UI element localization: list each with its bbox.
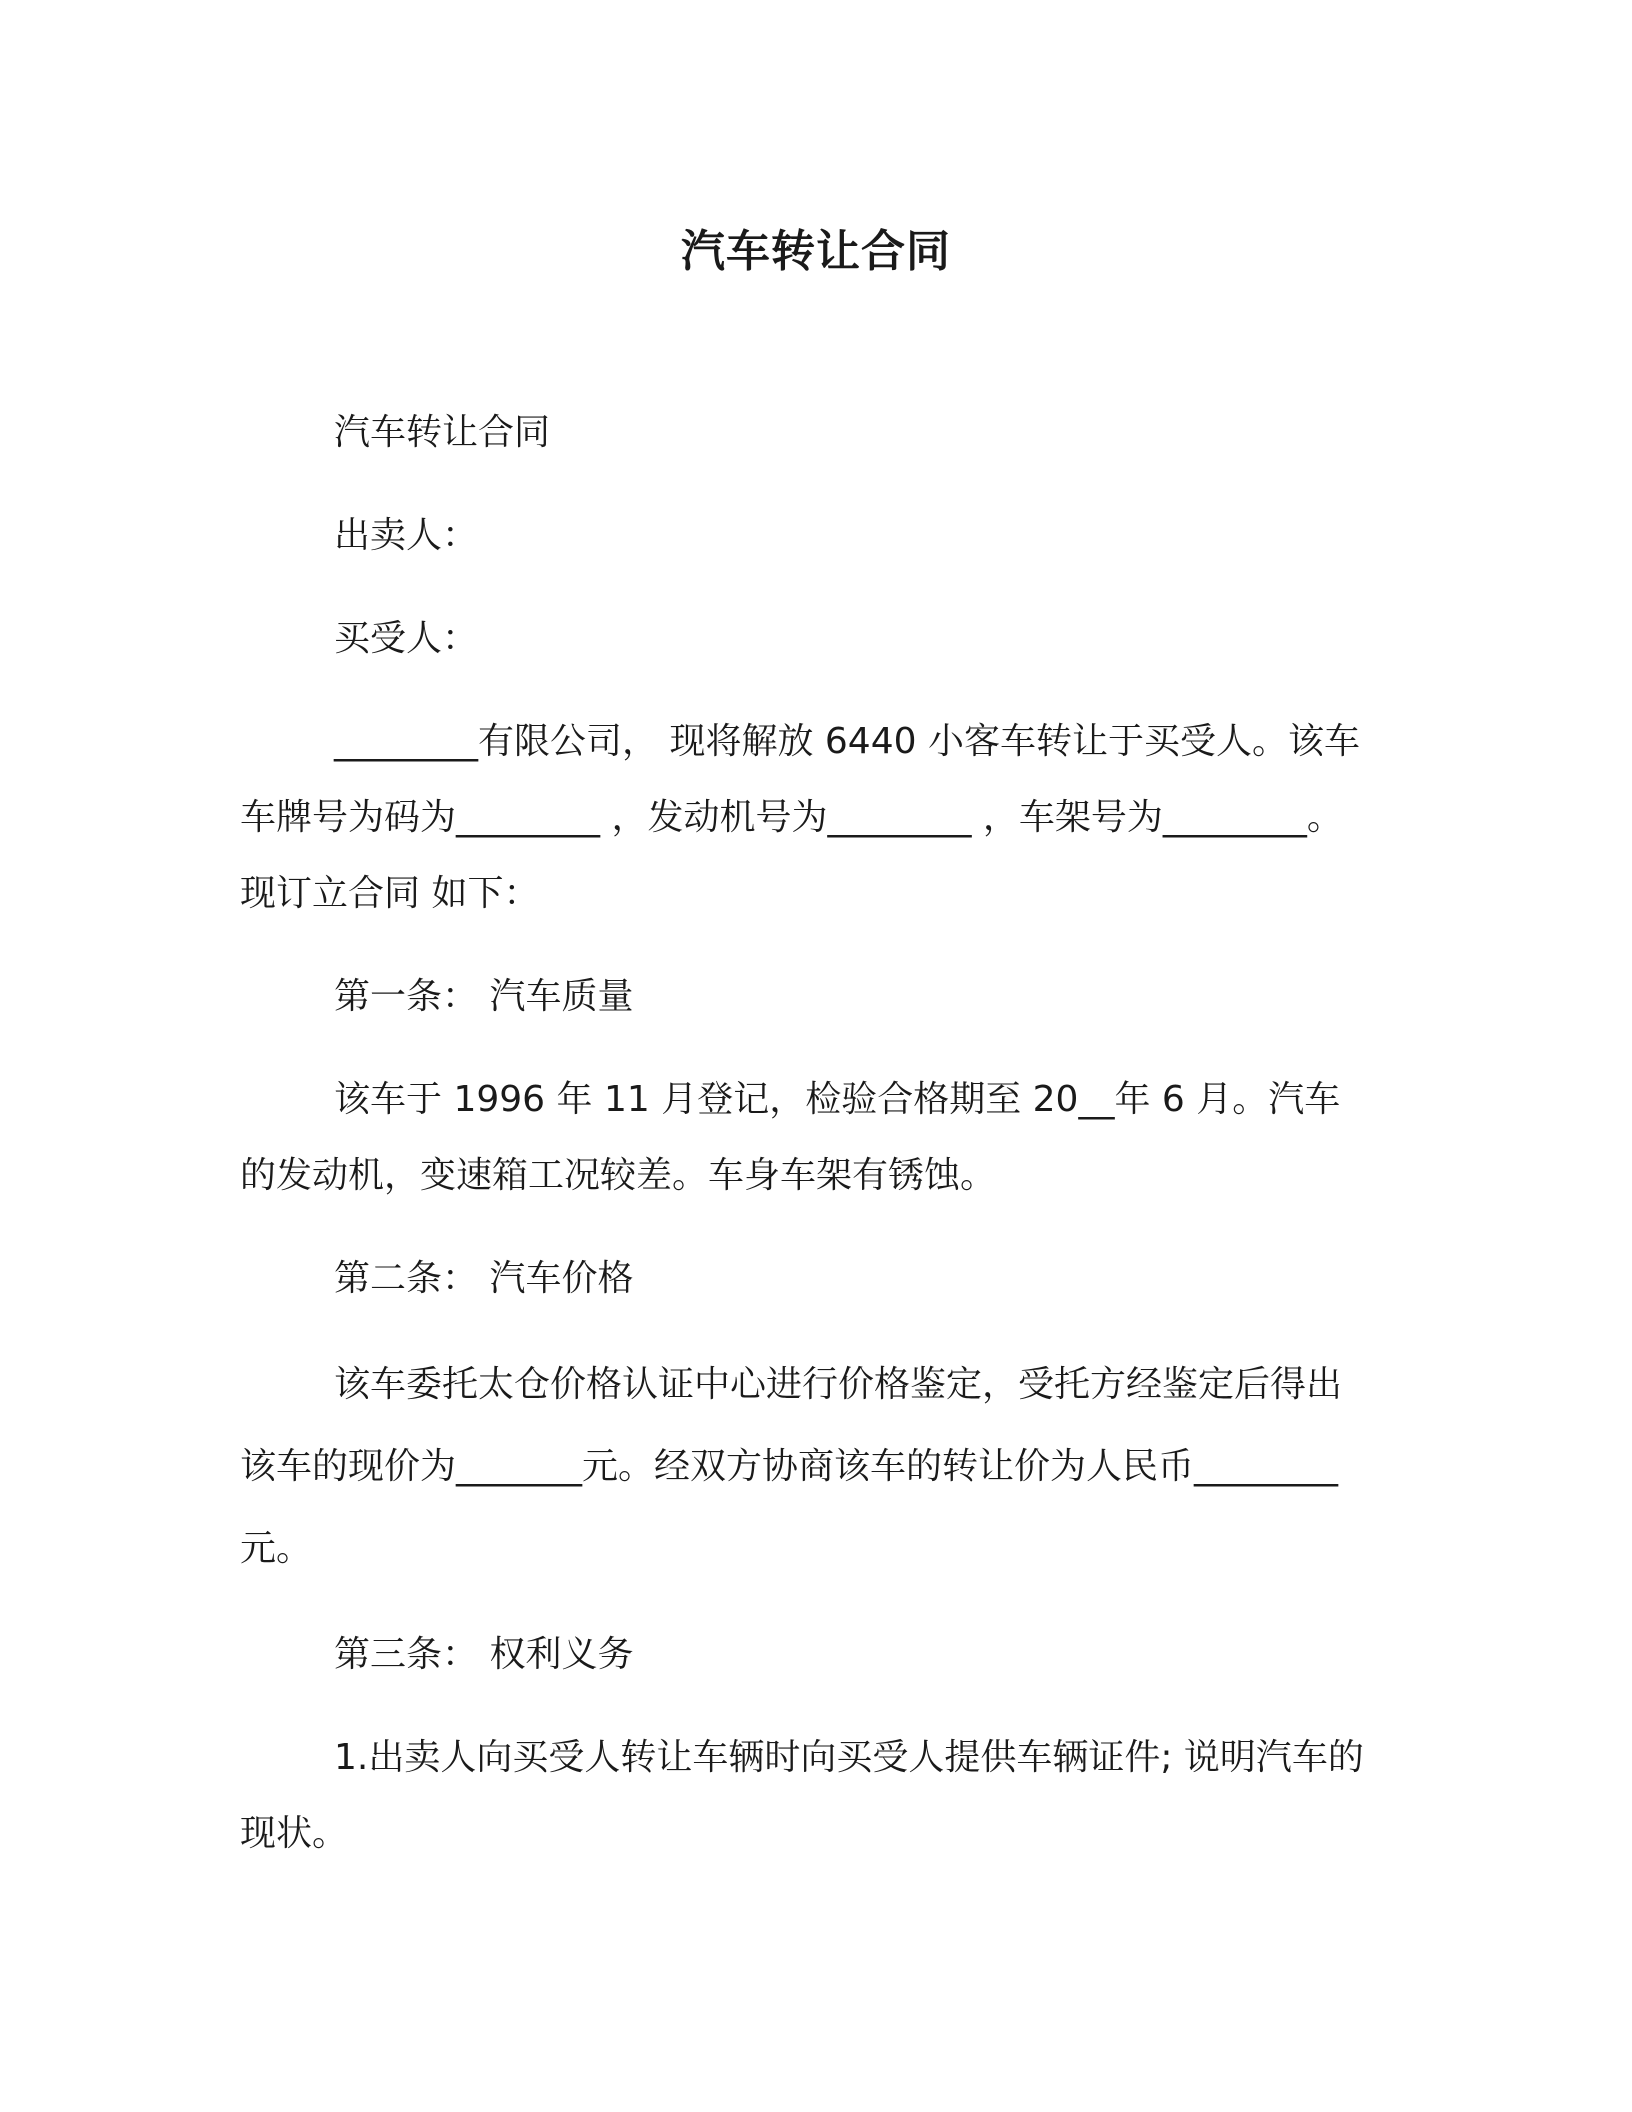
article-3-item-1: 1.出卖人向买受人转让车辆时向买受人提供车辆证件; 说明汽车的现状。 — [240, 1737, 1364, 1854]
seller-field: 出卖人： — [334, 515, 479, 556]
contract-name: 汽车转让合同 — [334, 412, 551, 453]
article-3-heading: 第三条： 权利义务 — [334, 1634, 634, 1675]
article-2-heading: 第二条： 汽车价格 — [334, 1258, 634, 1299]
article-2-paragraph: 该车委托太仓价格认证中心进行价格鉴定，受托方经鉴定后得出该车的现价为_______元。经双方协商该车的转让价为人民币________元。 — [240, 1364, 1343, 1569]
article-1-heading: 第一条： 汽车质量 — [334, 976, 634, 1017]
document-body — [240, 395, 1372, 1899]
buyer-field: 买受人： — [334, 618, 479, 659]
article-1-paragraph: 该车于 1996 年 11 月登记，检验合格期至 20__年 6 月。汽车的发动机，变速箱工况较差。车身车架有锈蚀。 — [240, 1079, 1341, 1196]
document-title: 汽车转让合同 — [681, 226, 951, 277]
intro-paragraph: ________有限公司， 现将解放 6440 小客车转让于买受人。该车车牌号为码为________ ，发动机号为________ ，车架号为________。现订立合同 如下： — [240, 721, 1360, 914]
